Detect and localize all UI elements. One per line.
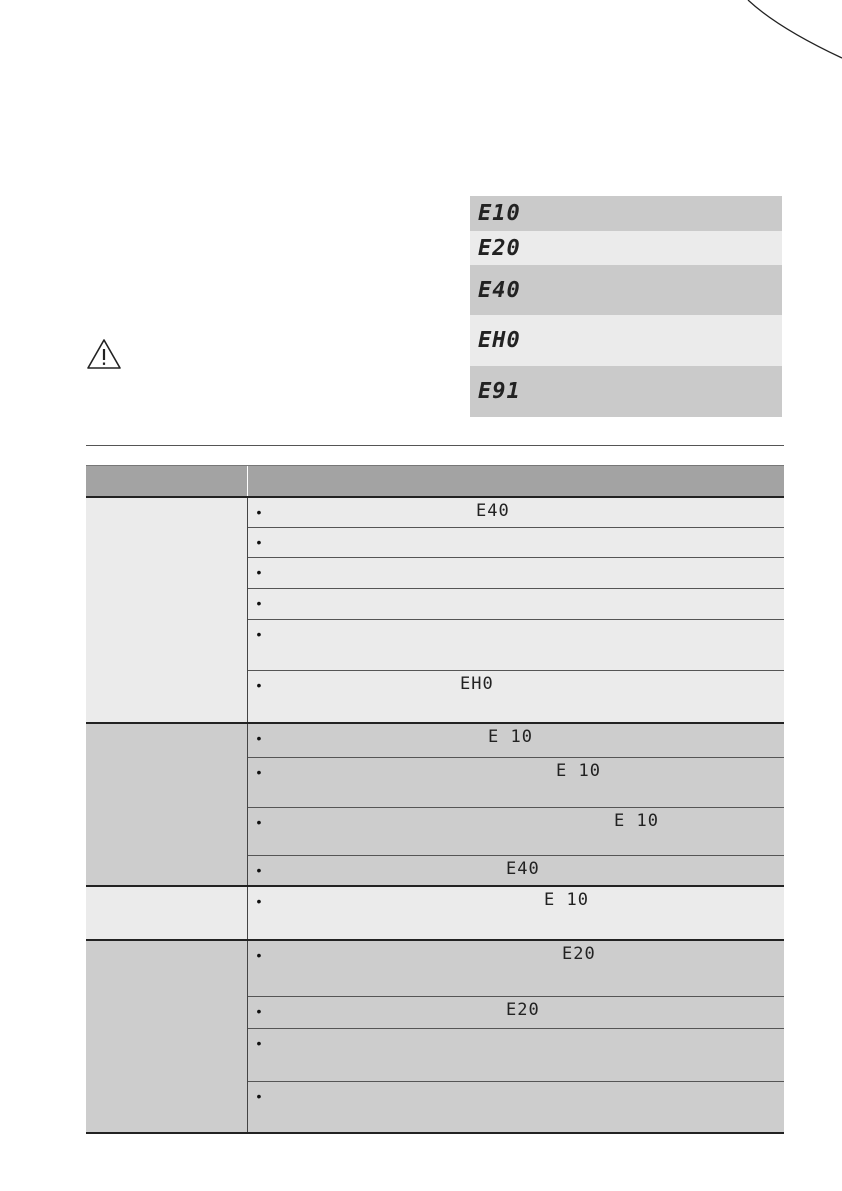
bullet-icon: • <box>256 1003 262 1019</box>
table-row <box>248 528 784 558</box>
bullet-icon: • <box>256 504 262 520</box>
table-row <box>248 620 784 671</box>
table-row <box>248 997 784 1029</box>
error-code-row <box>470 231 782 265</box>
table-row <box>248 887 784 939</box>
row-error-code: E20 <box>506 1000 540 1020</box>
error-code: EH0 <box>478 328 521 353</box>
section-divider <box>86 445 784 446</box>
bullet-icon: • <box>256 764 262 780</box>
table-header <box>86 465 784 498</box>
table-group <box>86 724 784 887</box>
row-error-code: E20 <box>562 944 596 964</box>
bullet-icon: • <box>256 730 262 746</box>
page-corner-arc <box>0 0 842 80</box>
table-row <box>248 1029 784 1082</box>
error-code: E10 <box>478 201 521 226</box>
table-group <box>86 498 784 724</box>
table-row <box>248 941 784 997</box>
bullet-icon: • <box>256 1088 262 1104</box>
table-group <box>86 941 784 1134</box>
bullet-icon: • <box>256 947 262 963</box>
bullet-icon: • <box>256 814 262 830</box>
header-cell-solution <box>248 466 784 496</box>
table-row <box>248 758 784 808</box>
table-row <box>248 498 784 528</box>
error-code-row <box>470 366 782 417</box>
warning-icon <box>86 338 122 370</box>
troubleshooting-table <box>86 465 784 1134</box>
table-row <box>248 856 784 885</box>
row-error-code: E 10 <box>614 811 659 831</box>
table-row <box>248 724 784 758</box>
problem-cell <box>86 498 248 722</box>
bullet-icon: • <box>256 862 262 878</box>
error-code: E91 <box>478 379 521 404</box>
row-error-code: E40 <box>476 501 510 521</box>
problem-cell <box>86 941 248 1132</box>
bullet-icon: • <box>256 595 262 611</box>
row-error-code: E40 <box>506 859 540 879</box>
error-code: E40 <box>478 277 521 303</box>
error-code-row <box>470 265 782 315</box>
row-error-code: E 10 <box>556 761 601 781</box>
bullet-icon: • <box>256 626 262 642</box>
table-row <box>248 808 784 856</box>
table-row <box>248 671 784 722</box>
bullet-icon: • <box>256 677 262 693</box>
table-row <box>248 589 784 620</box>
row-error-code: E 10 <box>544 890 589 910</box>
bullet-icon: • <box>256 534 262 550</box>
problem-cell <box>86 724 248 885</box>
error-code: E20 <box>478 235 521 261</box>
error-code-row <box>470 196 782 231</box>
row-error-code: E 10 <box>488 727 533 747</box>
error-code-panel <box>470 196 782 417</box>
row-error-code: EH0 <box>460 674 494 694</box>
problem-cell <box>86 887 248 939</box>
table-row <box>248 1082 784 1132</box>
bullet-icon: • <box>256 893 262 909</box>
table-row <box>248 558 784 589</box>
bullet-icon: • <box>256 1035 262 1051</box>
header-cell-problem <box>86 466 248 496</box>
error-code-row <box>470 315 782 366</box>
bullet-icon: • <box>256 564 262 580</box>
table-group <box>86 887 784 941</box>
